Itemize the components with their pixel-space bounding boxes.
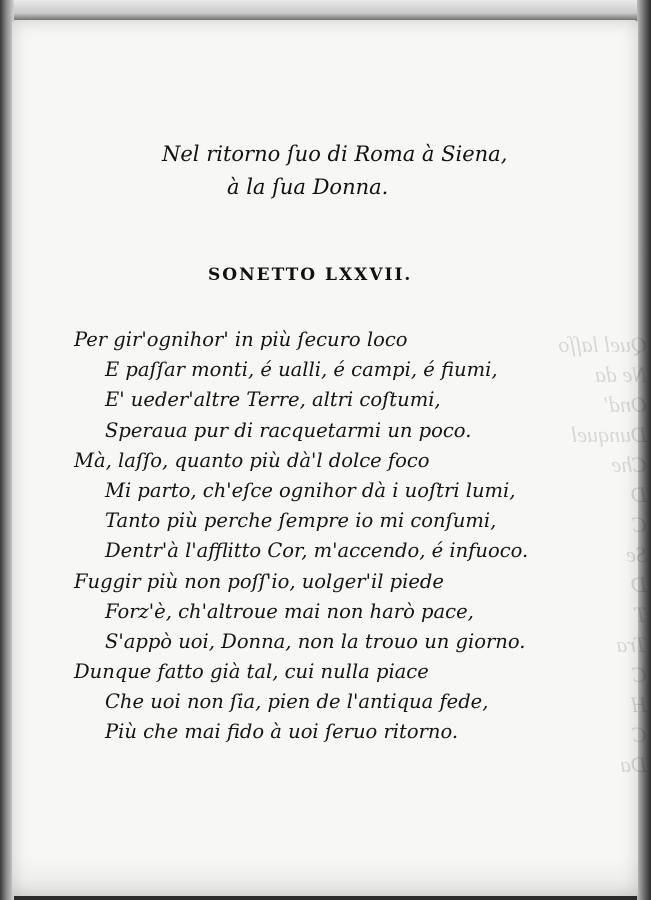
poem-line: S'appò uoi, Donna, non la trouo un giorno. — [105, 629, 526, 653]
poem-line: Dentr'à l'afflitto Cor, m'accendo, é infuoco. — [105, 539, 529, 563]
poem-line: Mà, laſſo, quanto più dà'l dolce foco — [74, 448, 430, 472]
book-page — [12, 20, 647, 896]
book-fore-edge — [637, 0, 651, 900]
poem-line: Speraua pur di racquetarmi un poco. — [105, 418, 472, 442]
poem-line: Più che mai fido à uoi ſeruo ritorno. — [105, 720, 459, 744]
page-bottom-shading — [12, 856, 638, 896]
poem-line: Per gir'ognihor' in più ſecuro loco — [74, 328, 408, 351]
poem-line: Fuggir più non poſſ'io, uolger'il piede — [74, 569, 444, 593]
poem-line: Tanto più perche ſempre io mi conſumi, — [105, 509, 497, 533]
page-top-edge — [0, 0, 651, 22]
poem-heading — [12, 138, 638, 204]
show-through-bleed: Quel laſſo Ne da Ond' Dunquel Che Se Tra Da — [558, 332, 647, 777]
poem-line: Forz'è, ch'altroue mai non harò pace, — [105, 599, 474, 623]
poem-line: Che uoi non ſia, pien de l'antiqua fede, — [105, 690, 489, 714]
poem-line: E paſſar monti, é ualli, é campi, é fiumi, — [105, 358, 498, 382]
poem-line: Dunque fatto già tal, cui nulla piace — [74, 660, 429, 684]
poem-line: E' ueder'altre Terre, altri coſtumi, — [105, 388, 441, 412]
heading-line-1: Nel ritorno ſuo di Roma à Siena, — [162, 142, 508, 166]
sonnet-text — [74, 325, 528, 748]
heading-line-2: à la ſua Donna. — [227, 175, 389, 199]
sonnet-title: SONETTO LXXVII. — [208, 265, 413, 285]
poem-line: Mi parto, ch'eſce ognihor dà i uoſtri lumi, — [105, 478, 516, 502]
